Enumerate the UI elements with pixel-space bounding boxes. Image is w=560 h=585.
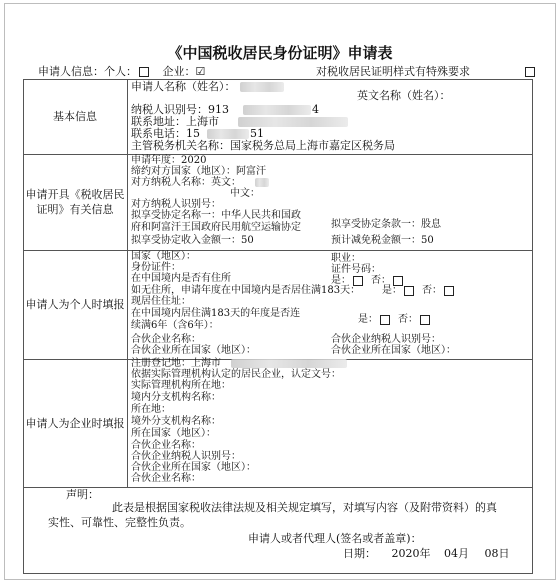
redacted-phone <box>207 129 249 139</box>
counterparty-id-field: 对方纳税人识别号： <box>131 199 221 210</box>
residence-no-label: 否： <box>371 275 391 286</box>
date-year: 2020年 <box>391 547 431 560</box>
enterprise-label: 企业： <box>162 65 196 78</box>
individual-checkbox[interactable] <box>139 67 149 77</box>
six-years-yes-checkbox[interactable] <box>380 315 390 325</box>
individual-country-field: 国家（地区）： <box>131 251 196 262</box>
special-req-label: 对税收居民证明样式有特殊要求 <box>316 65 470 78</box>
registration-label: 注册登记地： <box>131 358 191 369</box>
individual-partner-name: 合伙企业名称： <box>131 334 201 345</box>
enterprise-partner-country: 合伙企业所在国家（地区）： <box>131 462 256 473</box>
basic-info-label: 基本信息 <box>53 110 97 123</box>
redacted-counterparty <box>255 178 269 187</box>
redacted-tax-id <box>243 105 311 115</box>
agreement-name-1: 中华人民共和国政 <box>221 210 301 221</box>
id-number-field: 证件号码： <box>331 264 381 275</box>
apply-year-field: 申请年度：2020 <box>131 155 207 166</box>
stay-options <box>382 285 456 296</box>
residence-yes-label: 是： <box>331 275 351 286</box>
applicant-info-label: 申请人信息：个人： <box>38 65 137 78</box>
applicant-name-field: 申请人名称（姓名）： <box>131 80 236 93</box>
six-years-question-1: 在中国境内居住满183天的年度是否连 <box>131 308 301 319</box>
enterprise-checkbox[interactable]: ☑ <box>195 65 206 78</box>
address-value: 上海市 <box>186 115 219 128</box>
declaration-label: 声明： <box>66 488 99 501</box>
form-title: 《中国税收居民身份证明》申请表 <box>167 44 393 62</box>
tax-reduction-field: 预计减免税金额一：50 <box>331 235 434 246</box>
agreement-name-label: 拟享受协定名称一： <box>131 210 221 221</box>
occupation-field: 职业： <box>331 253 361 264</box>
six-years-no-label: 否： <box>398 314 418 325</box>
agreement-name-row <box>131 210 301 221</box>
registration-row <box>131 358 221 369</box>
treaty-country-field: 缔约对方国家（地区）：阿富汗 <box>131 166 266 177</box>
six-years-yes-label: 是： <box>358 314 378 325</box>
tax-id-value: 913 <box>208 103 229 116</box>
tax-authority-field: 主管税务机关名称：国家税务总局上海市嘉定区税务局 <box>131 139 395 152</box>
stay-no-label: 否： <box>422 285 442 296</box>
redacted-name <box>240 82 284 92</box>
counterparty-name-field: 对方纳税人名称：英文： <box>131 177 241 188</box>
individual-partner-country-2: 合伙企业所在国家（地区）： <box>331 345 456 356</box>
stay-yes-label: 是： <box>382 285 402 296</box>
individual-partner-id: 合伙企业纳税人识别号： <box>331 334 441 345</box>
individual-partner-country: 合伙企业所在国家（地区）： <box>131 345 256 356</box>
six-years-no-checkbox[interactable] <box>420 315 430 325</box>
residence-no-checkbox[interactable] <box>393 276 403 286</box>
signature-field: 申请人或者代理人(签名或者盖章)： <box>248 532 422 545</box>
date-label: 日期： <box>343 547 376 560</box>
enterprise-partner-name: 合伙企业名称： <box>131 440 201 451</box>
counterparty-cn-field: 中文： <box>230 188 260 199</box>
redacted-registration <box>231 359 347 368</box>
treaty-income-field: 拟享受协定收入金额一：50 <box>131 235 254 246</box>
six-years-options <box>358 314 432 325</box>
label-column-divider <box>127 79 128 487</box>
address-label: 联系地址： <box>131 115 186 128</box>
phone-label: 联系电话： <box>131 127 186 140</box>
resident-doc-field: 依据实际管理机构认定的居民企业，认定文号： <box>131 369 341 380</box>
registration-value: 上海市 <box>191 358 221 369</box>
declaration-text-1: 此表是根据国家税收法律法规及相关规定填写，对填写内容（及附带资料）的真 <box>112 501 497 514</box>
domestic-branch-field: 境内分支机构名称： <box>131 392 221 403</box>
date-month: 04月 <box>444 547 469 560</box>
enterprise-partner-share: 合伙企业名称： <box>131 473 201 484</box>
id-type-field: 身份证件： <box>131 262 181 273</box>
cert-info-label: 申请开具《税收居民证明》有关信息 <box>25 188 125 216</box>
phone-value: 15 <box>186 127 200 140</box>
declaration-text-2: 实性、可靠性、完整性负责。 <box>48 516 191 529</box>
domestic-location-field: 所在地： <box>131 404 171 415</box>
six-years-question-2: 续满6年（含6年）： <box>131 320 219 331</box>
foreign-country-field: 所在国家（地区）： <box>131 428 216 439</box>
special-req-checkbox[interactable] <box>525 67 535 77</box>
phone-tail: 51 <box>250 127 264 140</box>
tax-id-label: 纳税人识别号： <box>131 103 208 116</box>
no-residence-question: 如无住所，申请年度在中国境内是否居住满183天： <box>131 285 361 296</box>
applicant-type-row <box>38 66 205 78</box>
stay-yes-checkbox[interactable] <box>404 286 414 296</box>
current-address-field: 现居住住址： <box>131 296 191 307</box>
date-day: 08日 <box>484 547 510 560</box>
treaty-clause-field: 拟享受协定条款一：股息 <box>331 219 441 230</box>
stay-no-checkbox[interactable] <box>444 286 454 296</box>
enterprise-section-label: 申请人为企业时填报 <box>25 416 125 430</box>
section-divider <box>23 487 532 488</box>
residence-yes-checkbox[interactable] <box>353 276 363 286</box>
individual-section-label: 申请人为个人时填报 <box>25 298 125 311</box>
date-row <box>343 548 510 560</box>
redacted-address <box>238 117 348 127</box>
enterprise-partner-id: 合伙企业纳税人识别号： <box>131 451 241 462</box>
foreign-branch-field: 境外分支机构名称： <box>131 416 221 427</box>
agreement-name-2: 府和阿富汗王国政府民用航空运输协定 <box>131 222 301 233</box>
english-name-field: 英文名称（姓名）： <box>357 89 451 102</box>
management-location-field: 实际管理机构所在地： <box>131 380 231 391</box>
tax-id-tail: 4 <box>312 103 319 116</box>
residence-question: 在中国境内是否有住所 <box>131 273 231 284</box>
